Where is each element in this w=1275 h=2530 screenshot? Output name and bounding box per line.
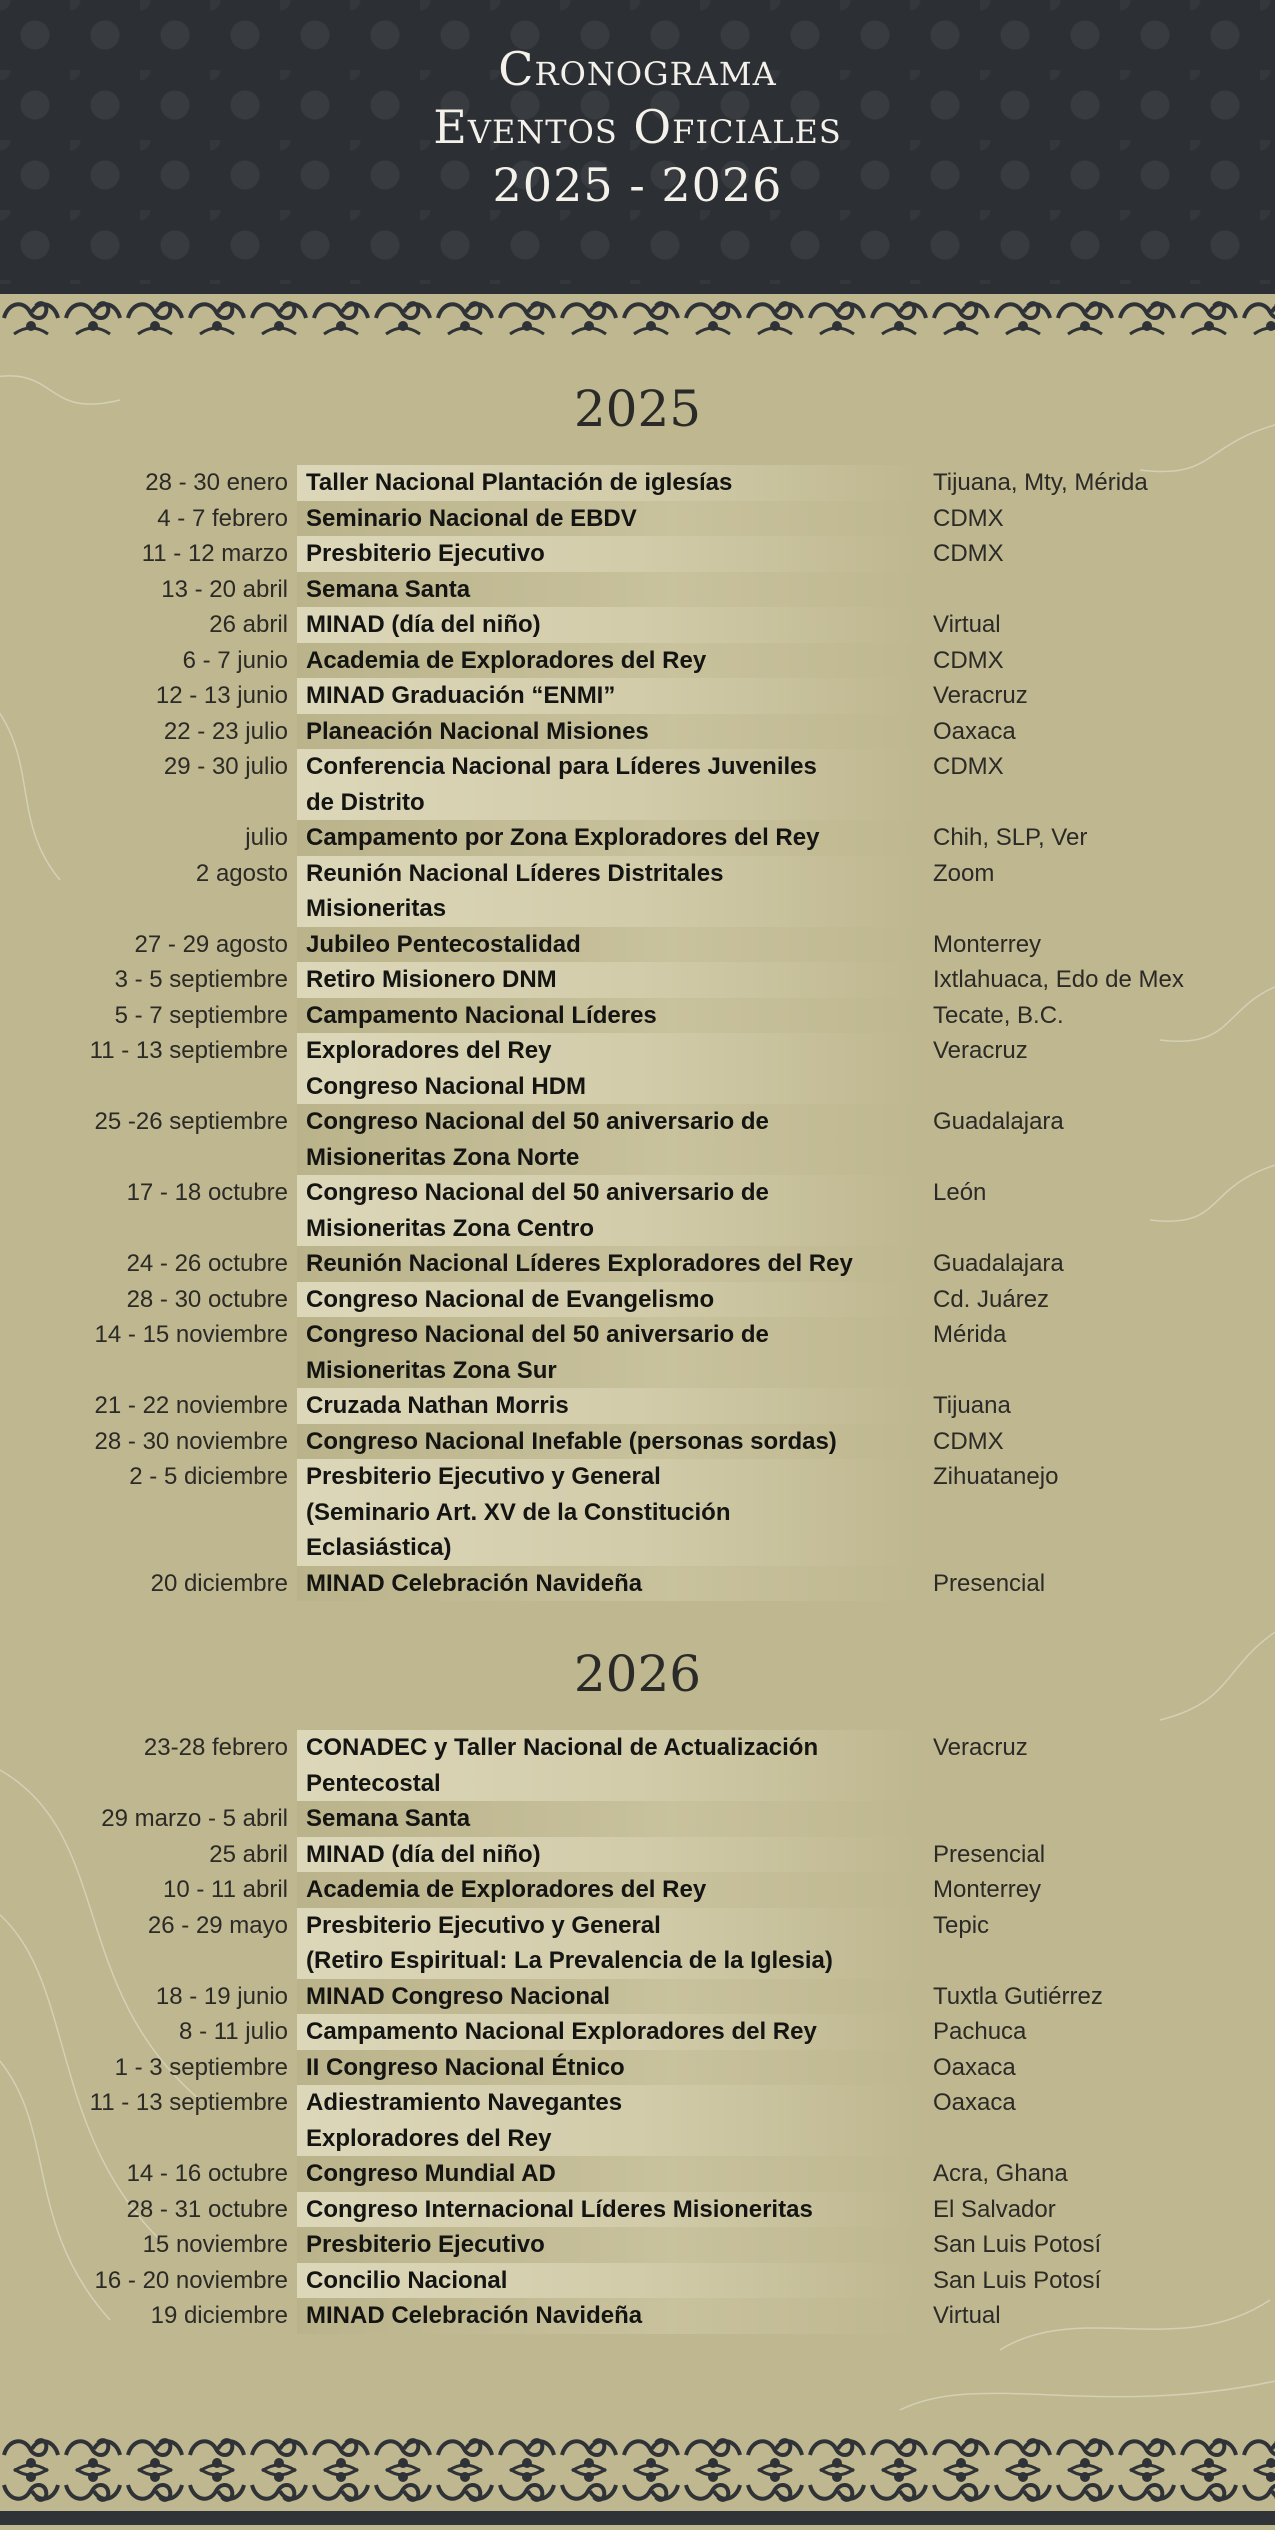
event-date: 27 - 29 agosto [134, 930, 288, 958]
event-row [0, 1908, 1275, 1979]
event-date: 2 agosto [195, 859, 288, 887]
schedule-2026 [0, 1730, 1275, 2334]
page-title [0, 40, 1275, 214]
event-location: Tuxtla Gutiérrez [933, 1982, 1103, 2010]
event-date: 28 - 30 octubre [126, 1285, 288, 1313]
event-date: 26 - 29 mayo [147, 1911, 288, 1939]
event-title-line: MINAD Celebración Navideña [306, 2302, 643, 2329]
event-date: julio [245, 824, 288, 851]
event-title-line: Planeación Nacional Misiones [306, 717, 649, 745]
event-title-line: MINAD Congreso Nacional [306, 1982, 611, 2010]
event-location: Tijuana [933, 1392, 1011, 1419]
event-title [297, 1730, 922, 1801]
event-title-line: Seminario Nacional de EBDV [306, 504, 637, 532]
year-heading-2026: 2026 [573, 1645, 702, 1703]
event-row [0, 2192, 1275, 2228]
event-location: San Luis Potosí [933, 2266, 1102, 2294]
event-title-line: CONADEC y Taller Nacional de Actualización [306, 1734, 819, 1761]
event-row [0, 536, 1275, 572]
event-row [0, 1459, 1275, 1566]
event-title-line: Congreso Mundial AD [306, 2160, 556, 2187]
event-title-line: MINAD (día del niño) [306, 1840, 541, 1868]
event-title-line: Eclasiástica) [306, 1534, 452, 1561]
event-location: Monterrey [933, 1876, 1042, 1903]
event-title [297, 1246, 922, 1282]
event-row [0, 714, 1275, 750]
event-date: 2 - 5 diciembre [129, 1463, 288, 1490]
event-date: 4 - 7 febrero [157, 504, 288, 532]
event-title-line: Congreso Nacional del 50 aniversario de [306, 1321, 769, 1348]
event-date: 11 - 13 septiembre [89, 1037, 288, 1064]
title-line-3: 2025 - 2026 [492, 158, 783, 212]
event-title-line: Academia de Exploradores del Rey [306, 1876, 707, 1903]
event-row [0, 572, 1275, 608]
event-date: 8 - 11 julio [179, 2018, 288, 2045]
event-location: Monterrey [933, 930, 1042, 958]
event-location: Presencial [933, 1840, 1046, 1868]
event-date: 3 - 5 septiembre [114, 966, 288, 993]
ornamental-border-top [0, 284, 1275, 356]
event-row [0, 1282, 1275, 1318]
event-row [0, 2227, 1275, 2263]
event-title [297, 2156, 922, 2192]
event-date: 25 -26 septiembre [94, 1108, 288, 1135]
event-title [297, 607, 922, 643]
event-row [0, 998, 1275, 1034]
event-title-line: Academia de Exploradores del Rey [306, 646, 707, 674]
event-location: Ixtlahuaca, Edo de Mex [933, 966, 1184, 993]
event-title-line: Semana Santa [306, 575, 471, 603]
event-title [297, 1388, 922, 1424]
event-location: Presencial [933, 1569, 1046, 1597]
event-row [0, 501, 1275, 537]
event-row [0, 1424, 1275, 1460]
event-row [0, 1730, 1275, 1801]
event-location: Oaxaca [933, 2089, 1016, 2116]
event-row [0, 607, 1275, 643]
event-title [297, 1175, 922, 1246]
event-date: 20 diciembre [150, 1569, 288, 1597]
event-date: 21 - 22 noviembre [94, 1392, 288, 1419]
event-location: CDMX [933, 753, 1004, 780]
event-title [297, 2298, 922, 2334]
event-title-line: Campamento Nacional Exploradores del Rey [306, 2018, 817, 2045]
event-date: 19 diciembre [150, 2302, 288, 2329]
event-title [297, 572, 922, 608]
event-location: Guadalajara [933, 1250, 1064, 1277]
event-title [297, 643, 922, 679]
event-location: Cd. Juárez [933, 1285, 1050, 1313]
event-title [297, 501, 922, 537]
event-date: 11 - 12 marzo [141, 540, 288, 567]
event-title-line: Reunión Nacional Líderes Exploradores del Rey [306, 1250, 853, 1277]
event-title-line: de Distrito [306, 788, 425, 816]
event-row [0, 2014, 1275, 2050]
event-title-line: MINAD (día del niño) [306, 611, 541, 638]
event-title-line: Semana Santa [306, 1805, 471, 1832]
event-title-line: II Congreso Nacional Étnico [306, 2053, 625, 2081]
event-row [0, 2156, 1275, 2192]
event-date: 14 - 15 noviembre [94, 1321, 288, 1348]
event-title-line: Congreso Nacional de Evangelismo [306, 1285, 715, 1313]
event-title [297, 465, 922, 501]
event-location: CDMX [933, 646, 1004, 674]
event-location: Veracruz [933, 1037, 1028, 1064]
event-location: Mérida [933, 1321, 1007, 1348]
event-title [297, 998, 922, 1034]
event-title-line: Misioneritas Zona Centro [306, 1214, 595, 1242]
event-date: 29 - 30 julio [163, 753, 288, 780]
event-title-line: MINAD Celebración Navideña [306, 1569, 643, 1597]
event-title [297, 749, 922, 820]
event-date: 23-28 febrero [143, 1734, 288, 1761]
event-title [297, 1317, 922, 1388]
event-title-line: Misioneritas [306, 895, 447, 922]
event-title-line: Misioneritas Zona Norte [306, 1143, 580, 1171]
event-title [297, 1872, 922, 1908]
event-title-line: Cruzada Nathan Morris [306, 1392, 569, 1419]
event-location: León [933, 1179, 987, 1206]
event-location: Zoom [933, 859, 995, 887]
event-row [0, 927, 1275, 963]
event-date: 18 - 19 junio [155, 1982, 288, 2010]
event-title [297, 714, 922, 750]
ornament-bottom-icon [0, 2415, 1275, 2525]
event-location: CDMX [933, 540, 1004, 567]
event-date: 15 noviembre [142, 2231, 288, 2258]
event-row [0, 678, 1275, 714]
event-title-line: Congreso Nacional del 50 aniversario de [306, 1179, 769, 1206]
event-row [0, 1566, 1275, 1602]
event-location: Veracruz [933, 682, 1028, 709]
event-row [0, 1317, 1275, 1388]
event-row [0, 2085, 1275, 2156]
event-location: El Salvador [933, 2195, 1056, 2223]
event-date: 5 - 7 septiembre [114, 1001, 288, 1029]
event-title [297, 1424, 922, 1460]
event-title [297, 1801, 922, 1837]
event-row [0, 1033, 1275, 1104]
header-banner [0, 0, 1275, 290]
event-location: Virtual [933, 611, 1001, 638]
event-row [0, 1175, 1275, 1246]
event-location: CDMX [933, 1427, 1004, 1455]
event-row [0, 1104, 1275, 1175]
event-location: Tijuana, Mty, Mérida [933, 469, 1148, 496]
event-location: Oaxaca [933, 717, 1016, 745]
event-row [0, 820, 1275, 856]
event-date: 26 abril [209, 611, 288, 638]
event-title [297, 1979, 922, 2015]
event-date: 28 - 31 octubre [126, 2195, 288, 2223]
event-row [0, 1388, 1275, 1424]
event-title-line: Retiro Misionero DNM [306, 966, 557, 993]
event-date: 6 - 7 junio [182, 646, 288, 674]
event-date: 29 marzo - 5 abril [101, 1805, 288, 1832]
ornamental-border-bottom [0, 2415, 1275, 2525]
event-title-line: Concilio Nacional [306, 2266, 508, 2294]
event-date: 13 - 20 abril [161, 575, 288, 603]
event-title [297, 2192, 922, 2228]
event-title-line: (Seminario Art. XV de la Constitución [306, 1498, 731, 1526]
event-row [0, 1837, 1275, 1873]
event-title [297, 1566, 922, 1602]
event-title [297, 2014, 922, 2050]
event-title-line: MINAD Graduación “ENMI” [306, 682, 616, 709]
event-title-line: Presbiterio Ejecutivo [306, 540, 545, 567]
event-title-line: Congreso Nacional HDM [306, 1072, 587, 1100]
event-title-line: Reunión Nacional Líderes Distritales [306, 859, 724, 887]
event-title [297, 1282, 922, 1318]
event-row [0, 1801, 1275, 1837]
event-row [0, 2298, 1275, 2334]
event-title [297, 1908, 922, 1979]
event-location: Virtual [933, 2302, 1001, 2329]
ornament-top-icon [0, 284, 1275, 356]
event-title-line: Congreso Nacional Inefable (personas sordas) [306, 1427, 837, 1455]
event-row [0, 465, 1275, 501]
event-row [0, 749, 1275, 820]
event-title [297, 962, 922, 998]
event-location: Chih, SLP, Ver [933, 824, 1088, 851]
event-title [297, 1104, 922, 1175]
event-title [297, 678, 922, 714]
event-location: Oaxaca [933, 2053, 1016, 2081]
event-row [0, 856, 1275, 927]
event-row [0, 643, 1275, 679]
event-location: Tecate, B.C. [933, 1001, 1064, 1029]
event-date: 16 - 20 noviembre [94, 2266, 288, 2294]
event-row [0, 1872, 1275, 1908]
event-date: 28 - 30 enero [145, 469, 288, 496]
swirl-line [900, 2380, 1275, 2410]
event-location: Veracruz [933, 1734, 1028, 1761]
event-title [297, 856, 922, 927]
event-title [297, 2227, 922, 2263]
event-title [297, 2085, 922, 2156]
event-title-line: Congreso Nacional del 50 aniversario de [306, 1108, 769, 1135]
event-location: Acra, Ghana [933, 2160, 1068, 2187]
event-date: 11 - 13 septiembre [89, 2089, 288, 2116]
event-date: 17 - 18 octubre [126, 1179, 288, 1206]
event-title [297, 536, 922, 572]
event-title [297, 1459, 922, 1566]
event-title-line: Misioneritas Zona Sur [306, 1356, 557, 1384]
event-title [297, 927, 922, 963]
event-title-line: (Retiro Espiritual: La Prevalencia de la Iglesia) [306, 1947, 833, 1974]
event-title-line: Conferencia Nacional para Líderes Juveniles [306, 753, 817, 780]
title-line-2: Eventos Oficiales [433, 100, 842, 154]
event-title-line: Adiestramiento Navegantes [306, 2089, 623, 2116]
event-title-line: Jubileo Pentecostalidad [306, 930, 581, 958]
event-date: 22 - 23 julio [163, 717, 288, 745]
event-title [297, 1033, 922, 1104]
event-title-line: Presbiterio Ejecutivo [306, 2231, 545, 2258]
year-heading-2025: 2025 [573, 380, 702, 438]
event-title [297, 820, 922, 856]
event-location: CDMX [933, 504, 1004, 532]
event-title-line: Campamento por Zona Exploradores del Rey [306, 824, 820, 851]
event-location: Zihuatanejo [933, 1463, 1059, 1490]
event-title-line: Presbiterio Ejecutivo y General [306, 1911, 661, 1939]
event-row [0, 1246, 1275, 1282]
event-title [297, 2263, 922, 2299]
event-date: 25 abril [209, 1840, 288, 1868]
event-title-line: Campamento Nacional Líderes [306, 1001, 657, 1029]
event-title [297, 2050, 922, 2086]
event-row [0, 2050, 1275, 2086]
event-location: San Luis Potosí [933, 2231, 1102, 2258]
event-date: 24 - 26 octubre [126, 1250, 288, 1277]
title-line-1: Cronograma [498, 42, 777, 96]
event-title [297, 1837, 922, 1873]
event-date: 10 - 11 abril [163, 1876, 288, 1903]
event-title-line: Exploradores del Rey [306, 1037, 552, 1064]
event-location: Pachuca [933, 2018, 1027, 2045]
event-date: 1 - 3 septiembre [114, 2053, 288, 2081]
event-date: 14 - 16 octubre [126, 2160, 288, 2187]
event-date: 12 - 13 junio [155, 682, 288, 709]
event-title-line: Taller Nacional Plantación de iglesías [306, 469, 733, 496]
schedule-2025 [0, 465, 1275, 1601]
event-location: Guadalajara [933, 1108, 1064, 1135]
event-row [0, 962, 1275, 998]
event-title-line: Presbiterio Ejecutivo y General [306, 1463, 661, 1490]
event-date: 28 - 30 noviembre [94, 1427, 288, 1455]
event-location: Tepic [933, 1911, 990, 1939]
event-row [0, 1979, 1275, 2015]
event-title-line: Congreso Internacional Líderes Misioneritas [306, 2195, 813, 2223]
event-title-line: Exploradores del Rey [306, 2124, 552, 2152]
event-title-line: Pentecostal [306, 1769, 441, 1797]
event-row [0, 2263, 1275, 2299]
